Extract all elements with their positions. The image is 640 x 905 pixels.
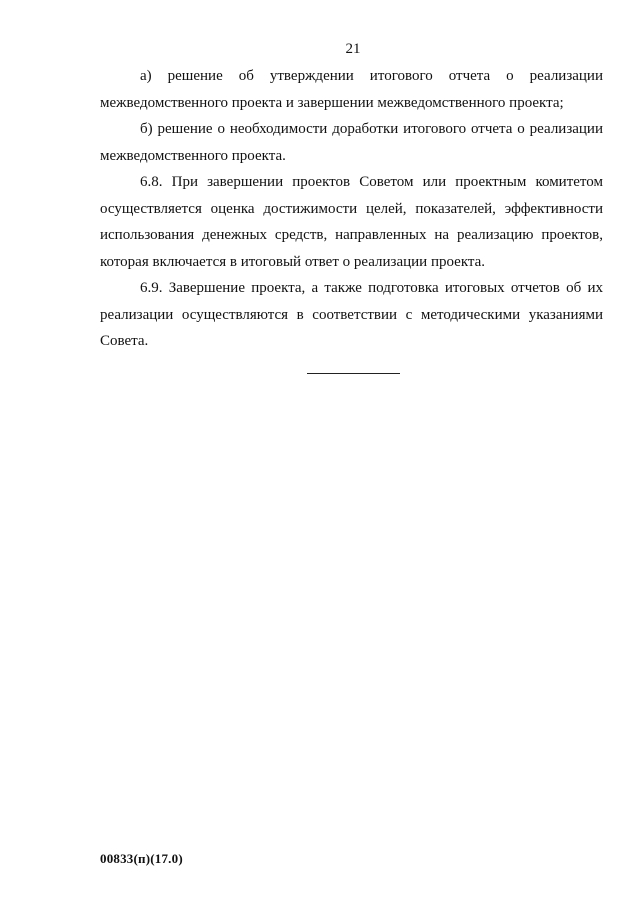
page-number: 21 <box>345 41 361 57</box>
document-code: 00833(п)(17.0) <box>100 851 183 866</box>
paragraph-6-9: 6.9. Завершение проекта, а также подготовка итоговых отчетов об их реализации осуществляются в соответствии с методическими указаниями Совета. <box>100 280 603 349</box>
paragraph-item-a: а) решение об утверждении итогового отчета о реализации межведомственного проекта и завершении межведомственного проекта; <box>100 68 603 111</box>
paragraph-item-b: б) решение о необходимости доработки итогового отчета о реализации межведомственного проекта. <box>100 121 603 164</box>
end-separator-line <box>307 373 400 374</box>
paragraph-6-8: 6.8. При завершении проектов Советом или проектным комитетом осуществляется оценка достижимости целей, показателей, эффективности использования денежных средств, направленных на реализацию проектов, которая включается в итоговый ответ о реализации проекта. <box>100 174 603 270</box>
body-text <box>100 63 603 355</box>
